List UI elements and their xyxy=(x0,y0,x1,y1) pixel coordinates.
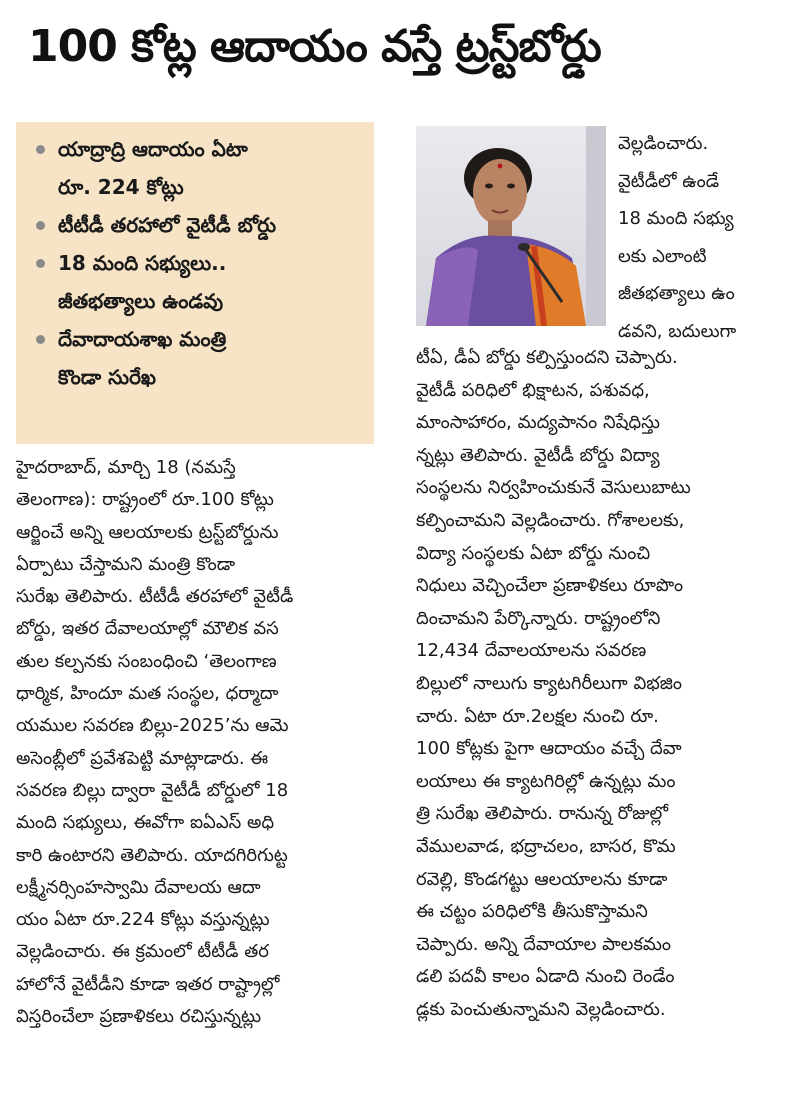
article-line: సంస్థలను నిర్వహించుకునే వెసులుబాటు xyxy=(416,477,691,499)
article-line: డవని, బదులుగా xyxy=(618,320,737,342)
article-line: న్నట్లు తెలిపారు. వైటీడీ బోర్డు విద్యా xyxy=(416,444,660,466)
article-line: విస్తరించేలా ప్రణాళికలు రచిస్తున్నట్లు xyxy=(16,1006,262,1028)
article-line: అసెంబ్లీలో ప్రవేశపెట్టి మాట్లాడారు. ఈ xyxy=(16,747,269,769)
article-column-right xyxy=(416,342,790,1120)
highlight-item xyxy=(36,206,364,244)
article-column-left xyxy=(16,452,382,1120)
article-line: వైటీడీ పరిధిలో భిక్షాటన, పశువధ, xyxy=(416,379,650,401)
article-line: బోర్డు, ఇతర దేవాలయాల్లో మౌలిక వస xyxy=(16,618,279,640)
article-line: సురేఖ తెలిపారు. టీటీడీ తరహాలో వైటీడీ xyxy=(16,586,294,608)
article-line: మాంసాహారం, మద్యపానం నిషేధిస్తు xyxy=(416,412,660,434)
article-line: జీతభత్యాలు ఉం xyxy=(618,283,735,304)
article-line: యముల సవరణ బిల్లు-2025’ను ఆమె xyxy=(16,715,289,737)
highlight-text: యాద్రాద్రి ఆదాయం ఏటా xyxy=(58,137,248,161)
article-line: మంది సభ్యులు, ఈవోగా ఐఏఎస్ అధి xyxy=(16,812,275,834)
article-line: రవెల్లి, కొండగట్టు ఆలయాలను కూడా xyxy=(416,868,668,890)
article-line: వేములవాడ, భద్రాచలం, బాసర, కొమ xyxy=(416,835,676,857)
article-line: వెల్లడించారు. ఈ క్రమంలో టీటీడీ తర xyxy=(16,941,269,963)
article-line: 100 కోట్లకు పైగా ఆదాయం వచ్చే దేవా xyxy=(416,738,682,760)
article-line: 18 మంది సభ్యు xyxy=(618,208,734,229)
highlight-text: రూ. 224 కోట్లు xyxy=(58,175,184,199)
article-line: డ్లకు పెంచుతున్నామని వెల్లడించారు. xyxy=(416,998,666,1020)
article-line: ఈ చట్టం పరిధిలోకి తీసుకొస్తామని xyxy=(416,901,648,923)
article-column-right-top xyxy=(618,125,790,350)
article-line: హైదరాబాద్, మార్చి 18 (నమస్తే xyxy=(16,457,236,478)
bullet-icon xyxy=(36,335,45,344)
highlight-text: దేవాదాయశాఖ మంత్రి xyxy=(58,327,227,351)
bullet-icon xyxy=(36,259,45,268)
article-line: సవరణ బిల్లు ద్వారా వైటీడీ బోర్డులో 18 xyxy=(16,779,289,801)
article-line: చెప్పారు. అన్ని దేవాయాల పాలకమం xyxy=(416,933,672,955)
article-line: ఆర్జించే అన్ని ఆలయాలకు ట్రస్ట్‌బోర్డును xyxy=(16,521,279,543)
highlight-text: 18 మంది సభ్యులు.. xyxy=(58,251,227,275)
article-line: తుల కల్పనకు సంబంధించి ‘తెలంగాణ xyxy=(16,650,277,672)
article-line: యం ఏటా రూ.224 కోట్లు వస్తున్నట్లు xyxy=(16,909,270,931)
article-line: హాలోనే వైటీడీని కూడా ఇతర రాష్ట్రాల్లో xyxy=(16,973,280,995)
bullet-icon xyxy=(36,145,45,154)
highlight-text: టీటీడీ తరహాలో వైటీడీ బోర్డు xyxy=(58,213,277,237)
highlight-item xyxy=(36,244,364,320)
highlight-item xyxy=(36,130,364,206)
article-line: ధార్మిక, హిందూ మత సంస్థల, ధర్మాదా xyxy=(16,683,279,705)
highlight-text: కొండా సురేఖ xyxy=(58,365,157,389)
article-line: బిల్లులో నాలుగు క్యాటగిరీలుగా విభజిం xyxy=(416,672,683,694)
article-line: నిధులు వెచ్చించేలా ప్రణాళికలు రూపొం xyxy=(416,575,684,597)
article-line: టీఏ, డీఏ బోర్డు కల్పిస్తుందని చెప్పారు. xyxy=(416,347,678,368)
highlights-box xyxy=(16,122,374,444)
highlight-text: జీతభత్యాలు ఉండవు xyxy=(58,289,224,313)
article-headline: 100 కోట్ల ఆదాయం వస్తే ట్రస్ట్‌బోర్డు xyxy=(28,21,601,72)
article-line: వెల్లడించారు. xyxy=(618,133,709,154)
article-line: విద్యా సంస్థలకు ఏటా బోర్డు నుంచి xyxy=(416,542,651,564)
article-line: లక్ష్మీనర్సింహస్వామి దేవాలయ ఆదా xyxy=(16,876,261,898)
article-line: కారి ఉంటారని తెలిపారు. యాదగిరిగుట్ట xyxy=(16,844,288,866)
highlight-item xyxy=(36,320,364,396)
bullet-icon xyxy=(36,221,45,230)
article-line: 12,434 దేవాలయాలను సవరణ xyxy=(416,640,647,662)
article-line: లయాలు ఈ క్యాటగిరిల్లో ఉన్నట్లు మం xyxy=(416,770,676,792)
article-line: త్రి సురేఖ తెలిపారు. రానున్న రోజుల్లో xyxy=(416,803,669,825)
article-line: డలి పదవీ కాలం ఏడాది నుంచి రెండేం xyxy=(416,966,675,988)
article-line: తెలంగాణ): రాష్ట్రంలో రూ.100 కోట్లు xyxy=(16,489,274,511)
article-line: వైటీడీలో ఉండే xyxy=(618,170,720,192)
article-line: చారు. ఏటా రూ.2లక్షల నుంచి రూ. xyxy=(416,705,659,727)
article-line: ఏర్పాటు చేస్తామని మంత్రి కొండా xyxy=(16,553,236,575)
article-line: దించామని పేర్కొన్నారు. రాష్ట్రంలోని xyxy=(416,607,661,629)
portrait-illustration xyxy=(416,126,606,326)
article-line: కల్పించామని వెల్లడించారు. గోశాలలకు, xyxy=(416,509,685,531)
article-line: లకు ఎలాంటి xyxy=(618,245,707,267)
minister-photo xyxy=(416,126,606,326)
